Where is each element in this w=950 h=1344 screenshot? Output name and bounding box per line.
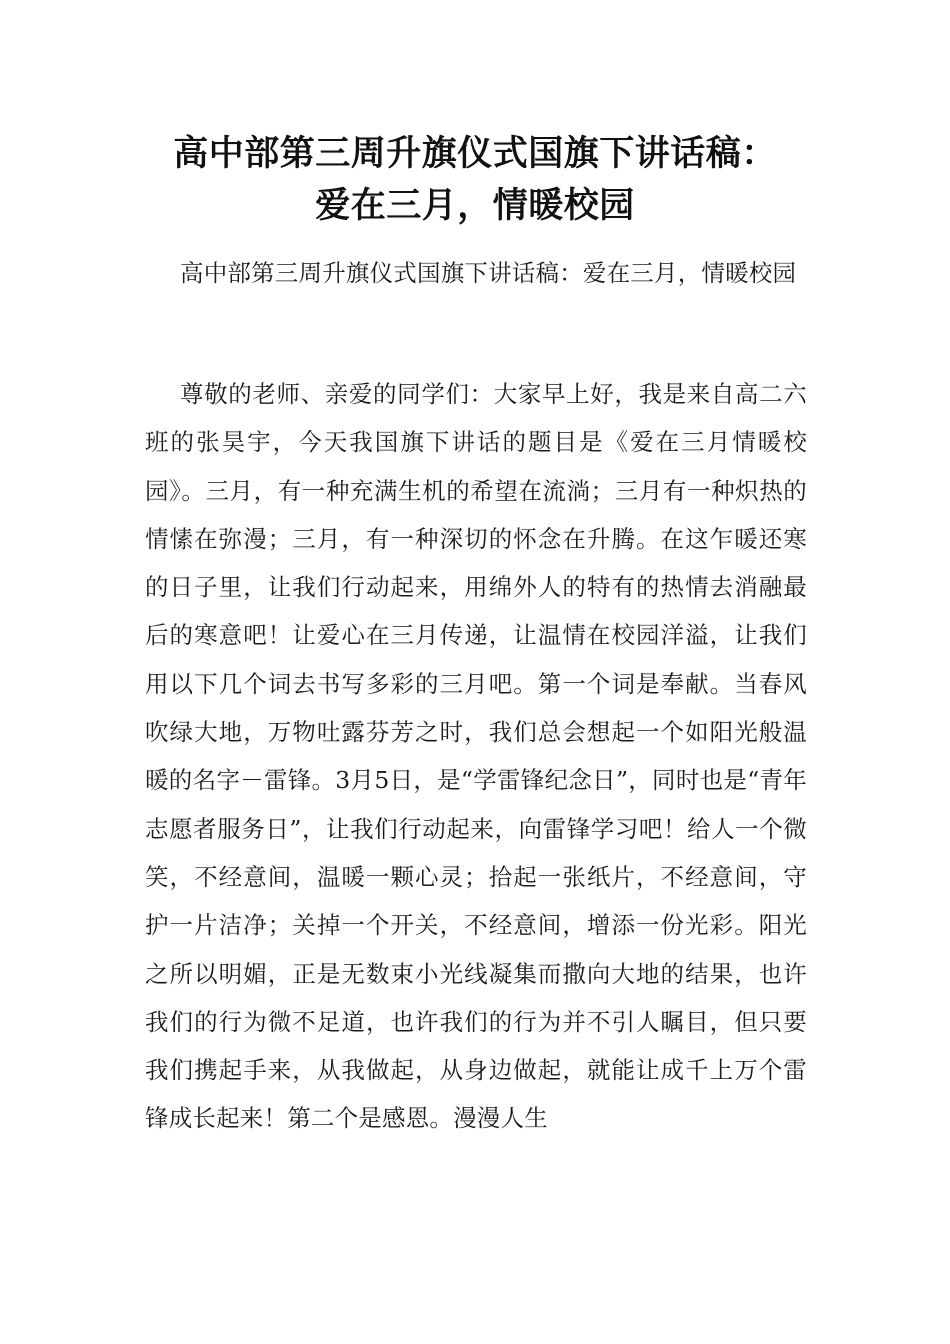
intro-paragraph: 高中部第三周升旗仪式国旗下讲话稿：爱在三月，情暖校园 xyxy=(180,259,797,287)
body-paragraph: 尊敬的老师、亲爱的同学们：大家早上好，我是来自高二六班的张昊宇，今天我国旗下讲话的题目是《爱在三月情暖校园》。三月，有一种充满生机的希望在流淌；三月有一种炽热的情愫在弥漫；三月，有一种深切的怀念在升腾。在这乍暖还寒的日子里，让我们行动起来，用绵外人的特有的热情去消融最后的寒意吧！让爱心在三月传递，让温情在校园洋溢，让我们用以下几个词去书写多彩的三月吧。第一个词是奉献。当春风吹绿大地，万物吐露芬芳之时，我们总会想起一个如阳光般温暖的名字－雷锋。3月5日，是“学雷锋纪念日”，同时也是“青年志愿者服务日”，让我们行动起来，向雷锋学习吧！给人一个微笑，不经意间，温暖一颗心灵；拾起一张纸片，不经意间，守护一片洁净；关掉一个开关，不经意间，增添一份光彩。阳光之所以明媚，正是无数束小光线凝集而撒向大地的结果，也许我们的行为微不足道，也许我们的行为并不引人瞩目，但只要我们携起手来，从我做起，从身边做起，就能让成千上万个雷锋成长起来！第二个是感恩。漫漫人生 xyxy=(145,380,807,1133)
title-line-1: 高中部第三周升旗仪式国旗下讲话稿： xyxy=(173,133,777,174)
document-title xyxy=(100,128,850,232)
title-line-2: 爱在三月，情暖校园 xyxy=(315,185,635,226)
